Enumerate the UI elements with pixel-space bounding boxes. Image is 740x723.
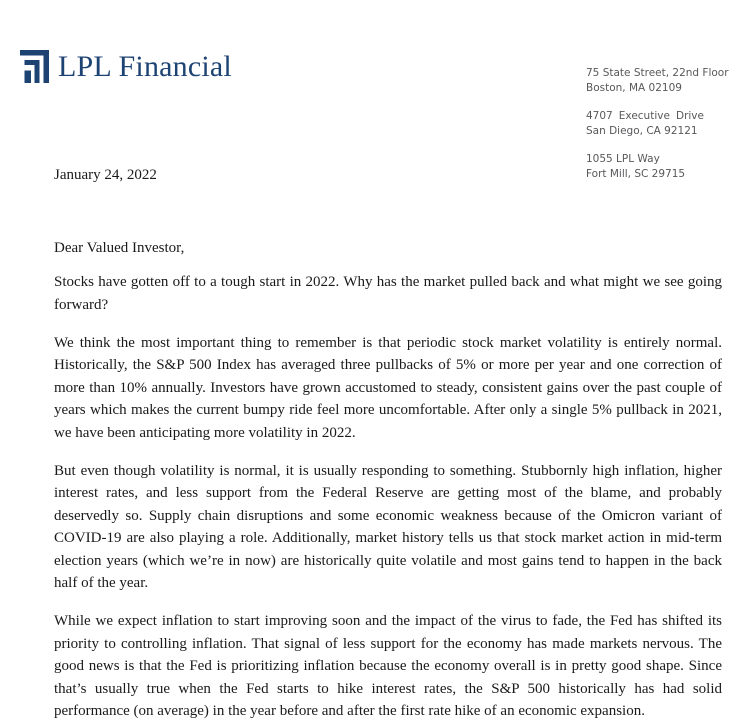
address-fort-mill-street: 1055 LPL Way <box>586 153 660 165</box>
letter-paragraph: We think the most important thing to remember is that periodic stock market volatility is entirely normal. Historically, the S&P 500 Index has averaged three pullbacks of 5% or more per year and one correction of more than 10% annually. Investors have grown accustomed to steady, consistent gains over the past couple of years which makes the current bumpy ride feel more uncomfortable. After only a single 5% pullback in 2021, we have been anticipating more volatility in 2022. <box>54 334 722 441</box>
address-san-diego-street-word-2: Executive <box>618 110 670 122</box>
address-boston <box>586 66 736 96</box>
address-fort-mill <box>586 152 736 182</box>
address-san-diego-citystate: San Diego, CA 92121 <box>586 125 698 137</box>
address-boston-citystate: Boston, MA 02109 <box>586 82 682 94</box>
letter-paragraph: While we expect inflation to start improving soon and the impact of the virus to fade, the Fed has shifted its priority to controlling inflation. That signal of less support for the economy has made markets nervous. The good news is that the Fed is prioritizing inflation because the economy overall is in pretty good shape. Since that’s usually true when the Fed starts to hike interest rates, the S&P 500 historically has had solid performance (on average) in the year before and after the first rate hike of an economic expansion. <box>54 613 722 719</box>
letter-date: January 24, 2022 <box>54 167 157 183</box>
letter-paragraph: Stocks have gotten off to a tough start in 2022. Why has the market pulled back and what might we see going forward? <box>54 274 722 313</box>
address-san-diego-street-word-3: Drive <box>675 110 704 122</box>
address-san-diego-street-word-1: 4707 <box>586 110 613 122</box>
brand-wordmark: LPL Financial <box>58 49 232 83</box>
letter-salutation: Dear Valued Investor, <box>54 240 185 256</box>
address-fort-mill-citystate: Fort Mill, SC 29715 <box>586 168 686 180</box>
lpl-bar-chart-mark-icon <box>20 50 49 83</box>
letter-paragraphs <box>54 271 722 723</box>
address-san-diego-street <box>586 109 704 124</box>
lpl-financial-logo <box>20 50 232 83</box>
office-addresses <box>586 66 736 182</box>
address-san-diego <box>586 109 736 139</box>
letter-paragraph: But even though volatility is normal, it is usually responding to something. Stubbornly high inflation, higher interest rates, and less support from the Federal Reserve are getting most of the blame, and probably deservedly so. Supply chain disruptions and some economic weakness because of the Omicron variant of COVID-19 are also playing a role. Additionally, market history tells us that stock market action in mid-term election years (which we’re in now) are historically quite volatile and most gains tend to happen in the back half of the year. <box>54 462 722 591</box>
address-boston-street: 75 State Street, 22nd Floor <box>586 67 729 79</box>
